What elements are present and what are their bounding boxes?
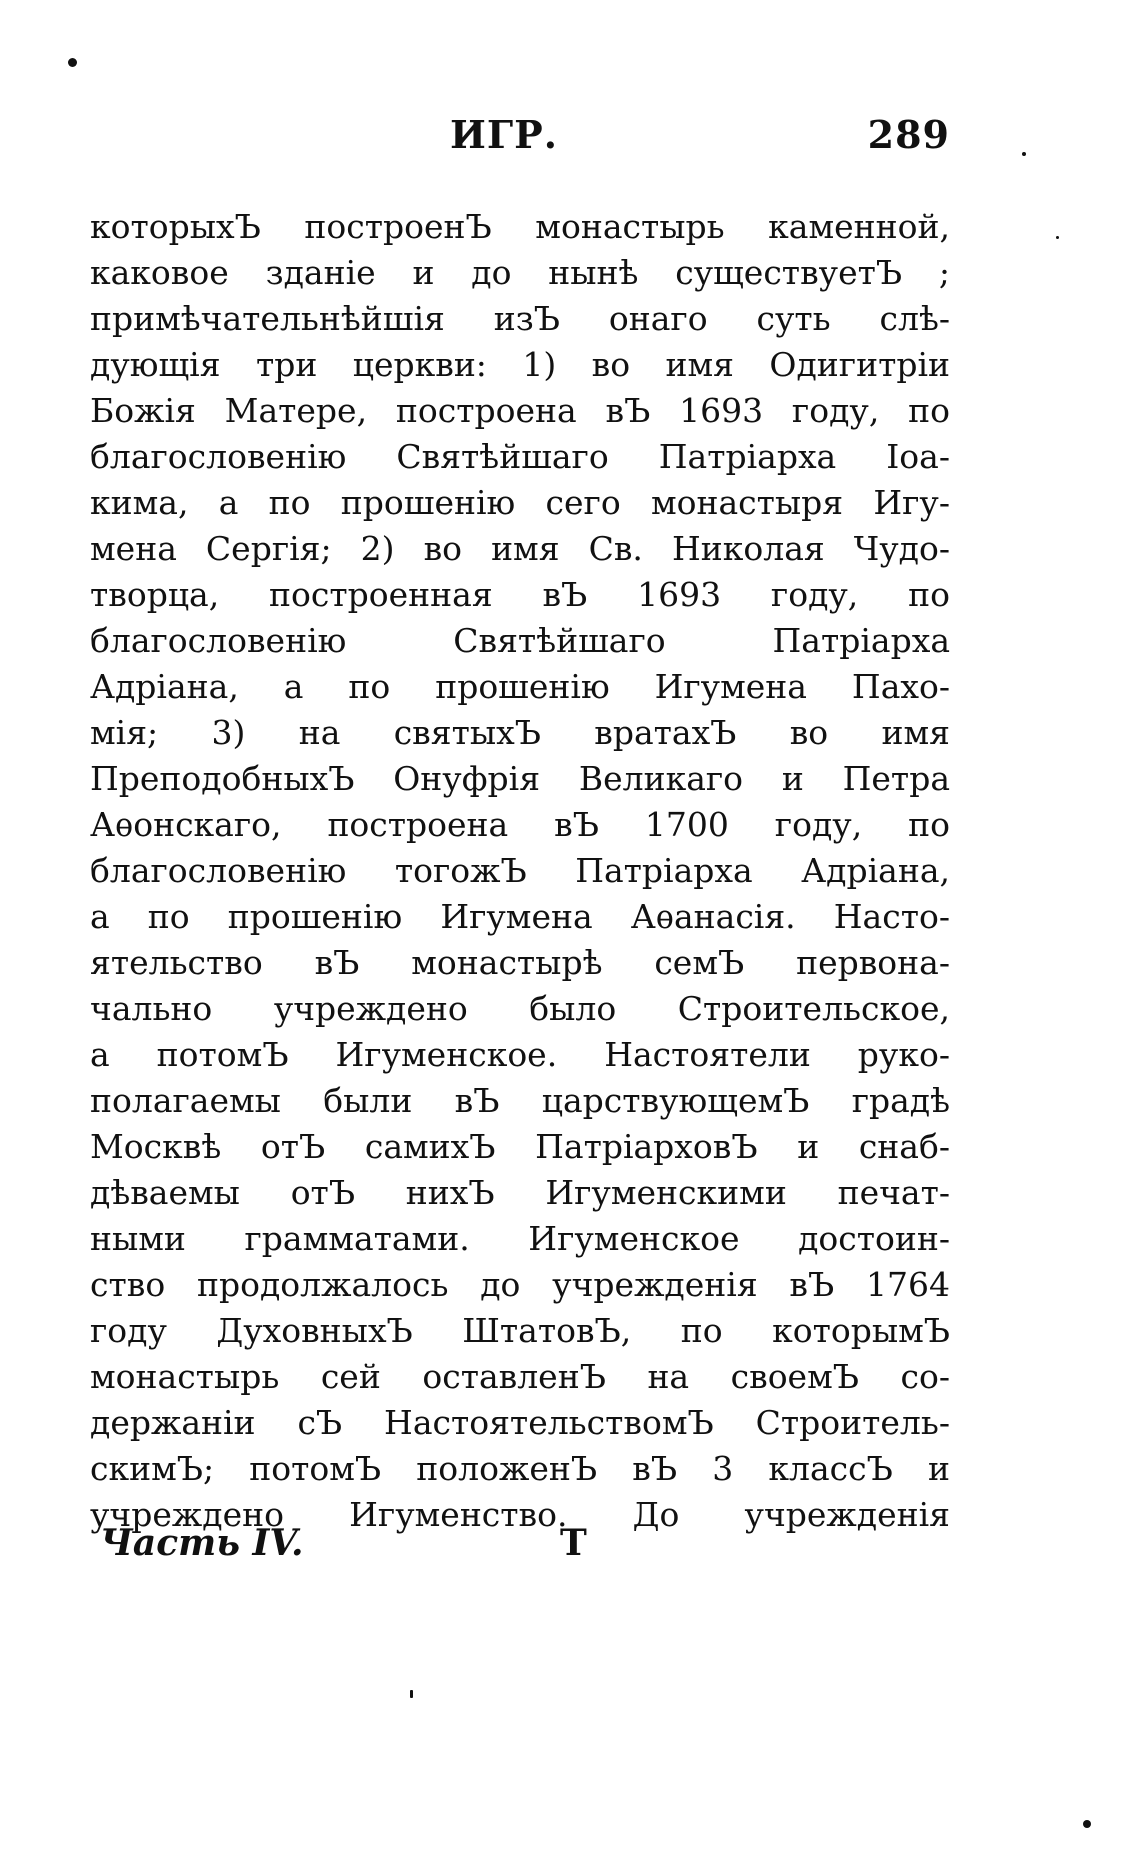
text-line: Адріана, а по прошенію Игумена Пахо- [90, 667, 950, 706]
text-line: благословенію Святѣйшаго Патріарха [90, 621, 950, 660]
ink-speck [1022, 152, 1026, 156]
text-line: благословенію Святѣйшаго Патріарха Іоа- [90, 437, 950, 476]
text-line: мія; 3) на святыхЪ вратахЪ во имя [90, 713, 950, 752]
text-line: полагаемы были вЪ царствующемЪ градѣ [90, 1081, 950, 1120]
text-line: Москвѣ отЪ самихЪ ПатріарховЪ и снаб- [90, 1127, 950, 1166]
text-line: Аѳонскаго, построена вЪ 1700 году, по [90, 805, 950, 844]
ink-speck [1083, 1820, 1091, 1828]
text-line: монастырь сей оставленЪ на своемЪ со- [90, 1357, 950, 1396]
text-line: ство продолжалось до учрежденія вЪ 1764 [90, 1265, 950, 1304]
ink-speck [68, 58, 77, 67]
text-line: а по прошенію Игумена Аѳанасія. Насто- [90, 897, 950, 936]
text-line: а потомЪ Игуменское. Настоятели руко- [90, 1035, 950, 1074]
text-line: ПреподобныхЪ Онуфрія Великаго и Петра [90, 759, 950, 798]
text-line: держаніи сЪ НастоятельствомЪ Строитель- [90, 1403, 950, 1442]
page-header [90, 112, 950, 172]
text-line: учреждено Игуменство. До учрежденія [90, 1495, 950, 1534]
page-footer [100, 1522, 800, 1572]
text-line: каковое зданіе и до нынѣ существуетЪ ; [90, 253, 950, 292]
body-text [90, 204, 950, 1538]
text-line: году ДуховныхЪ ШтатовЪ, по которымЪ [90, 1311, 950, 1350]
running-head: ИГР. [450, 112, 558, 157]
text-line: творца, построенная вЪ 1693 году, по [90, 575, 950, 614]
text-line: скимЪ; потомЪ положенЪ вЪ 3 классЪ и [90, 1449, 950, 1488]
signature-mark: Т [560, 1522, 587, 1564]
text-line: примѣчательнѣйшія изЪ онаго суть слѣ- [90, 299, 950, 338]
text-line: которыхЪ построенЪ монастырь каменной, [90, 207, 950, 246]
text-line: дующія три церкви: 1) во имя Одигитріи [90, 345, 950, 384]
text-line: дѣваемы отЪ нихЪ Игуменскими печат- [90, 1173, 950, 1212]
ink-speck [1056, 236, 1059, 239]
text-line: Божія Матере, построена вЪ 1693 году, по [90, 391, 950, 430]
part-label: Часть IV. [100, 1522, 304, 1564]
ink-speck [410, 1690, 413, 1698]
text-line: мена Сергія; 2) во имя Св. Николая Чудо- [90, 529, 950, 568]
text-line: кима, а по прошенію сего монастыря Игу- [90, 483, 950, 522]
text-line: чально учреждено было Строительское, [90, 989, 950, 1028]
text-line: ными грамматами. Игуменское достоин- [90, 1219, 950, 1258]
text-line: благословенію тогожЪ Патріарха Адріана, [90, 851, 950, 890]
page-number: 289 [867, 112, 950, 157]
text-line: ятельство вЪ монастырѣ семЪ первона- [90, 943, 950, 982]
